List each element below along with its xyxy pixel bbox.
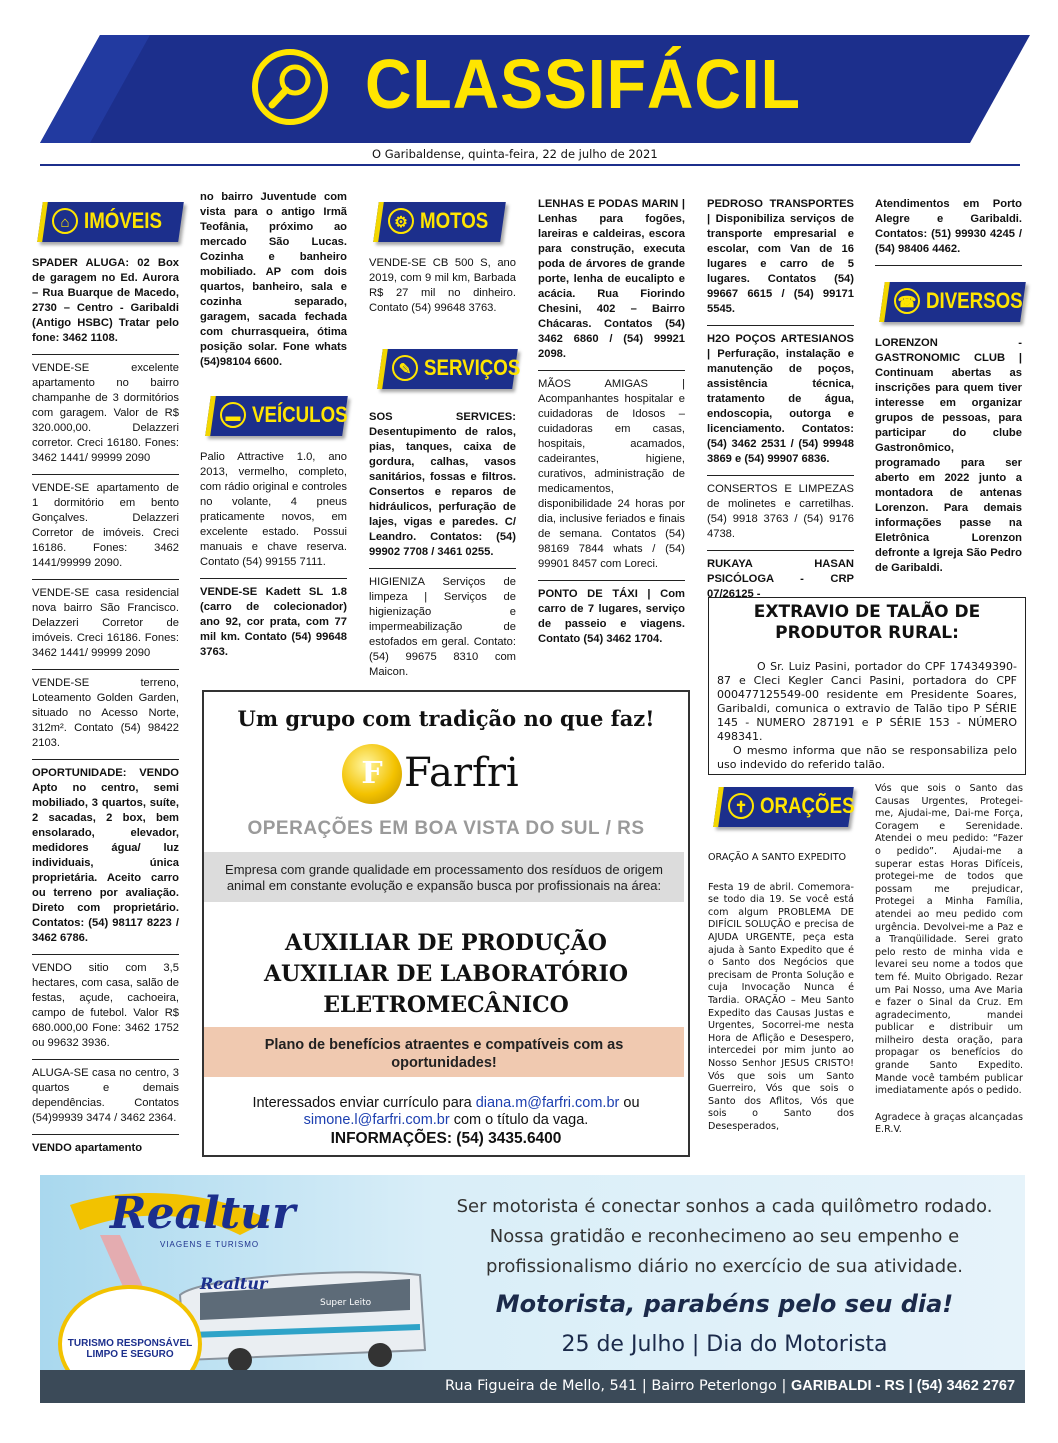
motorcycle-icon: ⚙ (388, 208, 414, 234)
seal-text: TURISMO RESPONSÁVEL LIMPO E SEGURO (67, 1338, 193, 1360)
banner-slogan: Motorista, parabéns pelo seu dia! (495, 1290, 954, 1318)
banner-address (445, 1378, 1015, 1394)
section-tag-veiculos (208, 396, 348, 436)
message-line: Nossa gratidão e reconhecimeno ao seu empenho e (489, 1226, 960, 1247)
section-label: IMÓVEIS (84, 208, 162, 233)
classified-ad: HIGIENIZA Serviços de limpeza | Serviços de higienização e impermeabilização de estofados em geral. Contato: (54) 99675 8310 com Maicon. (369, 576, 516, 678)
email-link[interactable]: diana.m@farfri.com.br (475, 1095, 620, 1111)
ad-contact (202, 1095, 690, 1129)
classified-ad: VENDE-SE CB 500 S, ano 2019, com 9 mil km, Barbada R$ 27 mil no dinheiro. Contato (54) 99648 3763. (369, 257, 516, 314)
prayer-title: ORAÇÃO A SANTO EXPEDITO (708, 852, 847, 863)
column-4 (538, 197, 685, 647)
page-title: CLASSIFÁCIL (365, 45, 801, 123)
ad-job-list (202, 928, 690, 1021)
contact-text: ou (619, 1095, 640, 1111)
classified-ad: VENDE-SE apartamento de 1 dormitório em bento Gonçalves. Delazzeri Corretor de imóveis. Creci 16186. Fones: 3462 1441/99999 2090. (32, 482, 179, 569)
classified-ad: LENHAS E PODAS MARIN | Lenhas para fogões, lareiras e caldeiras, escora para construção, executa poda de árvores de grande porte, lenha de eucalipto e acácia. Rua Fiorindo Chesini, 402 – Bairro Chácaras. Contatos (54) 3462 6860 / (54) 99921 2098. (538, 198, 685, 360)
ad-brand: Farfri (404, 750, 519, 796)
classified-ad: VENDE-SE terreno, Loteamento Golden Garden, situado no Acesso Norte, 312m². Contato (54) 98422 2103. (32, 677, 179, 749)
edition-date: O Garibaldense, quinta-feira, 22 de julho de 2021 (372, 147, 658, 161)
banner-message (432, 1192, 1017, 1282)
classified-ad: SPADER ALUGA: 02 Box de garagem no Ed. Aurora – Rua Buarque de Macedo, 2730 – Centro - Garibaldi (Antigo HSBC) Tratar pelo fone: 3462 1108. (32, 257, 179, 344)
section-tag-servicos (380, 349, 521, 389)
message-line: profissionalismo diário no exercício de sua atividade. (485, 1256, 964, 1277)
classified-ad: no bairro Juventude com vista para o antigo Irmã Teofânia, próximo ao mercado São Lucas. Cozinha e banheiro mobiliado. AP com dois quartos, banheiro, sala e cozinha separado, garagem, sacada fechada com churrasqueira, ótima posição solar. Fone whats (54)98104 6600. (200, 191, 347, 368)
column-2 (200, 190, 347, 370)
section-tag-oracoes (716, 787, 855, 827)
classified-ad: PEDROSO TRANSPORTES | Disponibiliza serviços de transporte empresarial e escolar, com Van de 16 lugares e carro de 5 lugares. Contatos (54) 99667 6615 / (54) 99171 5545. (707, 198, 854, 315)
classified-ad: ALUGA-SE casa no centro, 3 quartos e demais dependências. Contatos (54)99939 3474 / 3462 2364. (32, 1067, 179, 1124)
column-3-motos (369, 256, 516, 316)
email-link[interactable]: simone.l@farfri.com.br (303, 1112, 450, 1128)
realtur-tagline: VIAGENS E TURISMO (160, 1240, 260, 1249)
header-divider (40, 164, 1020, 166)
contact-text: com o título da vaga. (449, 1112, 589, 1128)
prayer-text: Festa 19 de abril. Comemora-se todo dia 19. Se você está com algum PROBLEMA DE DIFÍCIL SOLUÇÃO e precisa de AJUDA URGENTE, peça esta ajuda à Santo Expedito que é o Santo dos Negócios que precisam de Pronta Solução e cuja Invocação Nunca é Tardia. ORAÇÃO – Meu Santo Expedito das Causas Justas e Urgentes, Socorrei-me nesta Hora de Aflição e Desespero, intercedei por mim junto ao Nosso Senhor JESUS CRISTO! Vós que sois um Santo Guerreiro, Vós que sois o Santo dos Aflitos, Vós que sois o Santo dos Desesperados, (708, 881, 854, 1132)
classified-ad: VENDE-SE Kadett SL 1.8 (carro de colecionador) ano 92, cor prata, com 77 mil km. Contato (54) 99648 3763. (200, 586, 347, 658)
contact-text: Interessados enviar currículo para (252, 1095, 476, 1111)
prayer-right (875, 783, 1023, 1137)
section-label: MOTOS (420, 208, 489, 233)
realtur-logo: Realtur (110, 1188, 296, 1239)
classified-ad: RUKAYA HASAN PSICÓLOGA - CRP 07/26125 - (707, 558, 854, 600)
car-icon: ▬ (220, 402, 246, 428)
logo-letter: F (361, 756, 383, 791)
section-label: ORAÇÕES (760, 793, 855, 818)
classified-ad: VENDE-SE excelente apartamento no bairro champanhe de 3 dormitórios com garagem. Valor de R$ 320.000,00. Delazzeri corretor. Creci 16180. Fones: 3462 1441/ 99999 2090 (32, 362, 179, 464)
classified-ad: LORENZON - GASTRONOMIC CLUB | Continuam abertas as inscrições para quem tiver interesse em organizar grupos de pessoas, para participar do clube Gastronômico, programado para ser aberto em 2022 junto a montadora de antenas Lorenzon. Para demais informações passe na Eletrônica Lorenzon defronte a Igreja São Pedro de Garibaldi. (875, 337, 1022, 574)
prayer-left (708, 852, 854, 1133)
classified-ad: H2O POÇOS ARTESIANOS | Perfuração, instalação e manutenção de poços, assistência técnica, tratamento de água, endoscopia, outorga e licenciamento. Contatos: (54) 3462 2531 / (54) 99948 3869 e (54) 99907 6836. (707, 333, 854, 465)
job-title: AUXILIAR DE LABORATÓRIO (263, 961, 629, 987)
section-tag-motos (376, 202, 498, 242)
message-line: Ser motorista é conectar sonhos a cada quilômetro rodado. (456, 1196, 993, 1217)
classified-ad: PONTO DE TÁXI | Com carro de 7 lugares, serviço de passeio e viagens. Contato (54) 3462 1704. (538, 588, 685, 645)
address-city-phone: GARIBALDI - RS | (54) 3462 2767 (791, 1378, 1016, 1394)
ad-headline: Um grupo com tradição no que faz! (237, 706, 655, 731)
classified-ad: OPORTUNIDADE: VENDO Apto no centro, semi mobiliado, 3 quartos, suíte, 2 sacadas, 2 box, bem ensolarado, elevador, medidores água/ luz individuais, única proprietária. Aceito carro ou terreno por avaliação. Direto com proprietário. Contatos: (54) 98117 8223 / 3462 6786. (32, 767, 179, 944)
classified-ad: MÃOS AMIGAS | Acompanhantes hospitalar e cuidadoras de Idosos – cuidadoras em casas, hospitais, acamados, cadeirantes, higiene, curativos, administração de medicamentos, disponibilidade 24 horas por dia, inclusive feriados e finais de semana. Contatos (54) 98169 7844 whats / (54) 99901 8457 com Loreci. (538, 378, 685, 570)
column-2-veiculos (200, 450, 347, 660)
wrench-icon: ✎ (392, 355, 418, 381)
magnifier-icon (250, 47, 330, 127)
banner-date: 25 de Julho | Dia do Motorista (561, 1332, 888, 1357)
column-1 (32, 256, 179, 1156)
classified-ad: SOS SERVICES: Desentupimento de ralos, pias, tanques, caixa de gordura, calhas, vasos sanitários, fossas e filtros. Consertos e reparos de hidráulicos, perfuração de lajes, vigas e paredes. C/ Leandro. Contatos: (54) 99902 7708 / 3461 0255. (369, 411, 516, 558)
column-5 (707, 197, 854, 602)
prayer-text: Vós que sois o Santo das Causas Urgentes, Protegei-me, Ajudai-me, Dai-me Força, Coragem e Serenidade. Atendei o meu pedido: “Fazer o pedido”. Ajudai-me a superar estas Horas Difíceis, protegei-me de todos que possam me prejudicar, Protegei a Minha Família, atendei ao meu pedido com urgência. Devolvei-me a Paz e a Tranqüilidade. Serei grato pelo resto de minha vida e levarei seu nome a todos que tem fé. Muito Obrigado. Rezar um Pai Nosso, uma Ave Maria e fazer o Sinal da Cruz. Em agradecimento, mandei publicar e distribuir um milheiro desta oração, para propagar os benefícios do grande Santo Expedito. Mande você também publicar imediatamente após o pedido. (875, 783, 1023, 1097)
section-label: DIVERSOS (926, 288, 1023, 313)
notice-title: EXTRAVIO DE TALÃO DE PRODUTOR RURAL: (753, 602, 981, 643)
column-6-diversos (875, 336, 1022, 576)
notice-paragraph: O Sr. Luiz Pasini, portador do CPF 174349390-87 e Cleci Kegler Canci Pasini, portadora do CPF 000477125549-00 residente em Presidente Soares, Garibaldi, comunica o extravio de Talão tipo P SÉRIE 145 - NUMERO 287191 e P SÉRIE 153 - NÚMERO 498341. (717, 660, 1017, 743)
classified-ad: Atendimentos em Porto Alegre e Garibaldi. Contatos: (51) 99930 4245 / (54) 98406 4462. (875, 198, 1022, 255)
notice-body (717, 660, 1017, 772)
ad-info: INFORMAÇÕES: (54) 3435.6400 (330, 1130, 562, 1147)
bus-icon (170, 1265, 432, 1375)
classified-ad: VENDO sitio com 3,5 hectares, com casa, salão de festas, açude, cachoeira, campo de futebol. Valor R$ 680.000,00 Fone: 3462 1752 ou 99632 3936. (32, 962, 179, 1049)
farfri-logo-icon (342, 744, 402, 804)
ad-operations: OPERAÇÕES EM BOA VISTA DO SUL / RS (247, 818, 645, 839)
ad-description: Empresa com grande qualidade em processamento dos resíduos de origem animal em constante evolução e expansão busca por profissionais na área: (225, 862, 663, 893)
job-title: AUXILIAR DE PRODUÇÃO (285, 930, 607, 956)
section-tag-diversos (882, 282, 1023, 322)
cross-icon: ✝ (728, 793, 754, 819)
prayer-thanks: Agradece à graças alcançadas E.R.V. (875, 1111, 1023, 1136)
classified-ad: VENDO apartamento (32, 1142, 143, 1154)
section-label: SERVIÇOS (424, 355, 521, 380)
section-label: VEÍCULOS (252, 402, 348, 427)
classified-ad: CONSERTOS E LIMPEZAS de molinetes e carretilhas. (54) 9918 3763 / (54) 9176 4738. (707, 483, 854, 540)
section-tag-imoveis (40, 202, 176, 242)
bus-text: Realtur (200, 1274, 268, 1293)
notice-paragraph: O mesmo informa que não se responsabiliza pelo uso indevido do referido talão. (717, 744, 1017, 771)
phone-icon: ☎ (894, 288, 920, 314)
bus-text: Super Leito (320, 1298, 372, 1308)
classified-ad: VENDE-SE casa residencial nova bairro São Francisco. Delazzeri Corretor de imóveis. Creci 16186. Fones: 3462 1441/ 99999 2090 (32, 587, 179, 659)
classified-ad: Palio Attractive 1.0, ano 2013, vermelho, completo, com rádio original e controles no volante, 4 pneus praticamente novos, em excelente estado. Possui manuais e chave reserva. Contato (54) 99155 7111. (200, 451, 347, 568)
address-text: Rua Figueira de Mello, 541 | Bairro Peterlongo | (445, 1378, 791, 1394)
column-6 (875, 197, 1022, 272)
ad-benefits: Plano de benefícios atraentes e compatíveis com as oportunidades! (264, 1037, 624, 1071)
column-3-servicos (369, 410, 516, 680)
job-title: ELETROMECÂNICO (323, 992, 569, 1018)
house-icon: ⌂ (52, 208, 78, 234)
